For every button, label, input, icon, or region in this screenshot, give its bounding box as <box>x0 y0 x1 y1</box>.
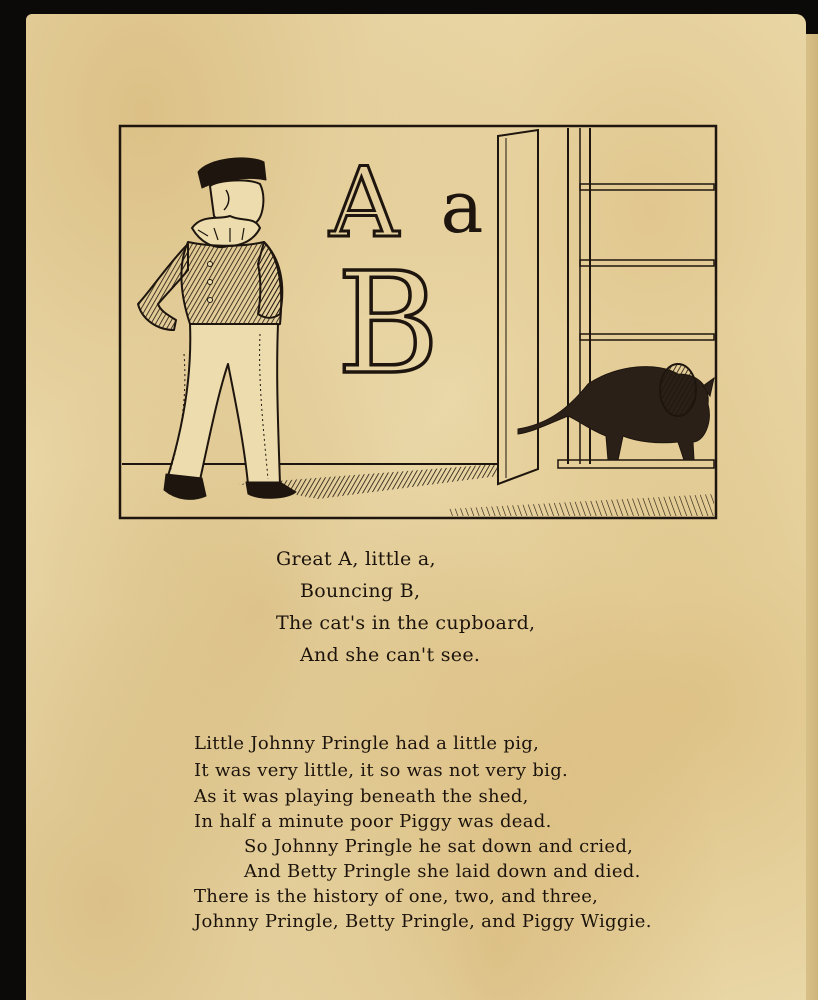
cat-in-cupboard <box>518 364 714 460</box>
verse-line: As it was playing beneath the shed, <box>194 786 529 807</box>
verse-line: And she can't see. <box>300 644 481 666</box>
verse-line: In half a minute poor Piggy was dead. <box>194 811 552 832</box>
verse-line: So Johnny Pringle he sat down and cried, <box>244 836 634 857</box>
letter-bouncing-b: B <box>336 243 440 406</box>
verse-line: The cat's in the cupboard, <box>276 612 536 634</box>
letter-great-a: A <box>329 147 399 259</box>
letter-little-a: a <box>440 165 484 249</box>
verse-line: Bouncing B, <box>300 580 421 602</box>
verse-line: Johnny Pringle, Betty Pringle, and Piggy Wiggie. <box>194 911 652 932</box>
verse-line: It was very little, it so was not very big. <box>194 760 569 781</box>
verse-line: Great A, little a, <box>276 548 436 570</box>
woodcut-illustration <box>118 124 718 520</box>
verse-line: And Betty Pringle she laid down and died. <box>244 861 641 882</box>
verse-line: There is the history of one, two, and three, <box>194 886 599 907</box>
boy-figure <box>138 158 296 499</box>
verse-line: Little Johnny Pringle had a little pig, <box>194 733 540 754</box>
